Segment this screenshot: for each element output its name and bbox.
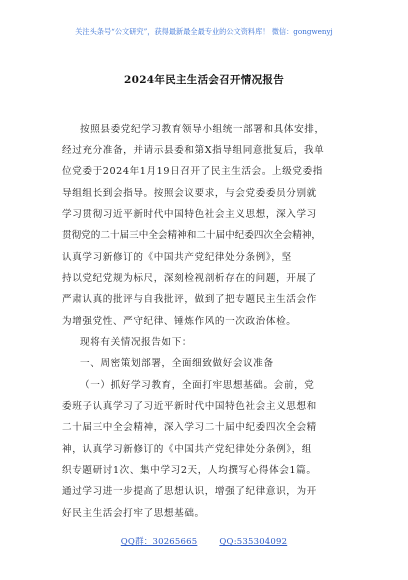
body-line: 通过学习进一步提高了思想认识，增强了纪律意识，为开 (62, 486, 317, 497)
footer-contact (0, 535, 408, 547)
document-title: 2024年民主生活会召开情况报告 (123, 74, 285, 86)
qq-contact-link[interactable]: QQ:535304092 (219, 537, 288, 547)
body-line: 好民主生活会打牢了思想基础。 (62, 508, 205, 519)
subsection-heading: （一）抓好学习教育，全面打牢思想基础。会前，党 (80, 380, 315, 391)
body-line: 严肃认真的批评与自我批评，做到了把专题民主生活会作 (62, 294, 317, 305)
body-line: 织专题研讨1次、集中学习2天，人均撰写心得体会1篇。 (62, 465, 317, 476)
body-line: 导组组长到会指导。按照会议要求，与会党委委员分别就 (62, 188, 317, 199)
qq-group-link[interactable]: QQ群：30265665 (120, 537, 198, 547)
body-line: 二十届三中全会精神，深入学习二十届中纪委四次全会精 (62, 422, 317, 433)
body-line: 持以党纪党规为标尺，深刻检视剖析存在的问题，开展了 (62, 273, 317, 284)
header-note: 关注头条号“公文研究”，获得最新最全最专业的公文资料库！ 微信：gongwenyj (75, 27, 333, 36)
section-heading: 一、周密策划部署，全面细致做好会议准备 (80, 358, 274, 369)
body-line: 委班子认真学习了习近平新时代中国特色社会主义思想和 (62, 401, 317, 412)
body-line: 贯彻党的二十届三中全会精神和二十届中纪委四次全会精神， (62, 230, 322, 241)
body-line: 现将有关情况报告如下： (80, 337, 193, 348)
body-line: 认真学习新修订的《中国共产党纪律处分条例》，坚 (62, 252, 292, 263)
body-line: 神，认真学习新修订的《中国共产党纪律处分条例》，组 (62, 444, 313, 455)
body-line: 经过充分准备，并请示县委和第X指导组同意批复后，我单 (62, 145, 325, 156)
body-line: 学习贯彻习近平新时代中国特色社会主义思想，深入学习 (62, 209, 317, 220)
body-line: 按照县委党纪学习教育领导小组统一部署和具体安排， (80, 124, 325, 135)
body-line: 位党委于2024年1月19日召开了民主生活会。上级党委指 (62, 166, 323, 177)
body-line: 为增强党性、严守纪律、锤炼作风的一次政治体检。 (62, 316, 297, 327)
